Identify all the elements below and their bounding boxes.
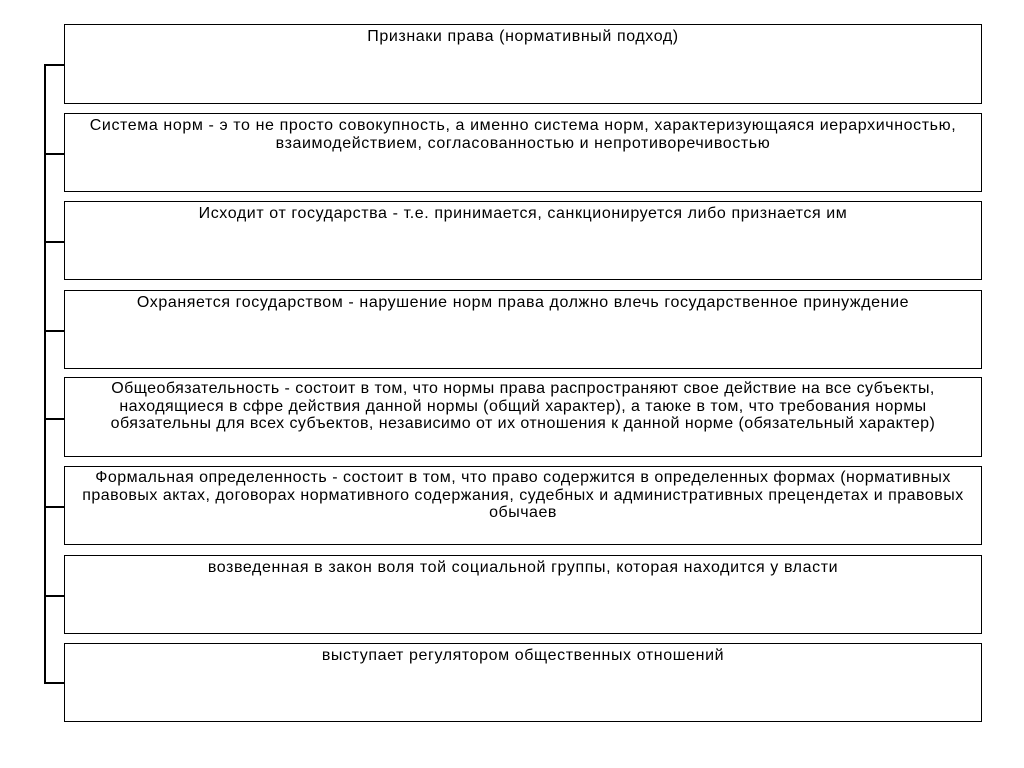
connector-tick-title — [44, 64, 64, 66]
feature-text: выступает регулятором общественных отношений — [321, 647, 725, 664]
feature-box-protected-by-state — [64, 290, 982, 369]
connector-tick-6 — [44, 595, 64, 597]
connector-tick-7 — [44, 682, 64, 684]
feature-text: Система норм - э то не просто совокупность, а именно система норм, характеризующаяся иерархичностью, взаимодействием, согласованностью и непротиворечивостью — [89, 117, 957, 152]
feature-box-regulator — [64, 643, 982, 722]
feature-text: Охраняется государством - нарушение норм права должно влечь государственное принуждение — [136, 294, 910, 311]
feature-box-will-of-ruling-group — [64, 555, 982, 634]
connector-tick-1 — [44, 153, 64, 155]
feature-text: Общеобязательность - состоит в том, что нормы права распространяют свое действие на все субъекты, находящиеся в сфре действия данной нормы (общий характер), а таюке в том, что требования нормы обязательны для всех субъектов, независимо от их отношения к данной норме (обязательный характер) — [110, 380, 936, 432]
connector-tick-5 — [44, 506, 64, 508]
feature-text: Формальная определенность - состоит в том, что право содержится в определенных формах (нормативных правовых актах, договорах нормативного содержания, судебных и административных прецендетах и правовых обычаев — [82, 469, 964, 521]
title-box — [64, 24, 982, 104]
feature-box-from-state — [64, 201, 982, 280]
connector-vertical-line — [44, 64, 46, 682]
feature-box-universally-binding — [64, 377, 982, 457]
connector-tick-2 — [44, 241, 64, 243]
connector-tick-3 — [44, 330, 64, 332]
feature-box-formal-certainty — [64, 466, 982, 545]
feature-text: Исходит от государства - т.е. принимается, санкционируется либо признается им — [198, 205, 848, 222]
diagram-title: Признаки права (нормативный подход) — [367, 28, 679, 45]
feature-text: возведенная в закон воля той социальной группы, которая находится у власти — [207, 559, 839, 576]
feature-box-system-of-norms — [64, 113, 982, 192]
connector-tick-4 — [44, 418, 64, 420]
